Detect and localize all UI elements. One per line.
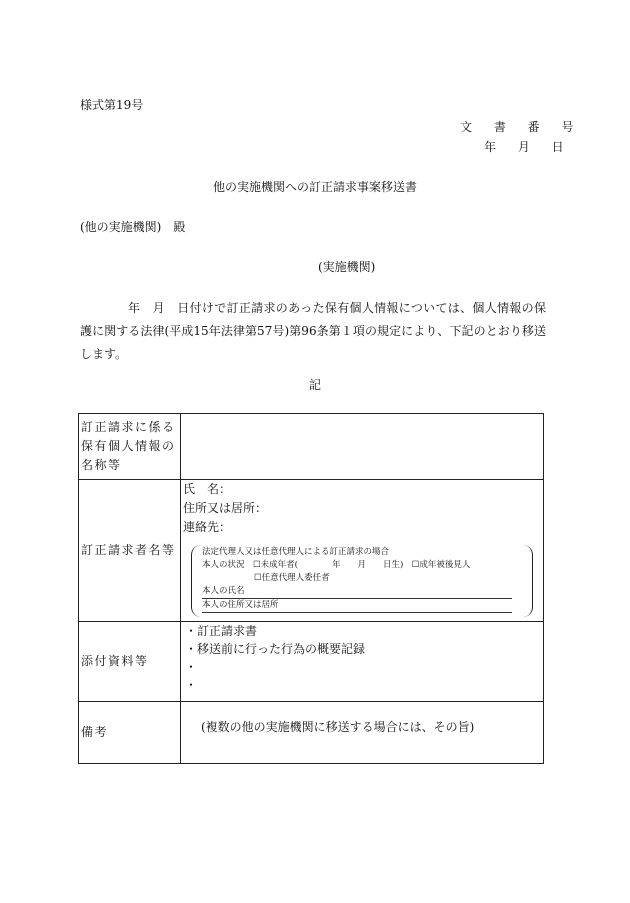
principal-address-line: 本人の住所又は居所 xyxy=(202,599,512,613)
attachment-item: ・ xyxy=(185,678,198,692)
document-date: 年 月 日 xyxy=(484,140,573,154)
legal-representative-box xyxy=(191,545,533,617)
recipient: (他の実施機関) 殿 xyxy=(80,220,186,234)
legal-rep-title: 法定代理人又は任意代理人による訂正請求の場合 xyxy=(202,547,390,557)
principal-status-line: 本人の状況 ☐未成年者( 年 月 日生) ☐成年被後見人 xyxy=(202,560,471,570)
form-number: 様式第19号 xyxy=(80,98,144,112)
attachment-item: ・移送前に行った行為の概要記録 xyxy=(185,642,366,656)
sender: (実施機関) xyxy=(318,260,376,274)
info-name-cell xyxy=(181,414,544,480)
name-label: 氏 名： xyxy=(183,482,232,496)
requester-header xyxy=(79,480,181,622)
requester-cell xyxy=(181,480,544,622)
info-name-header xyxy=(79,414,181,480)
info-name-header-text: 訂正請求に係る保有個人情報の名称等 xyxy=(81,420,176,472)
attachments-header-text: 添付資料等 xyxy=(81,654,149,668)
transfer-details-table xyxy=(78,413,544,764)
table-row xyxy=(79,622,544,702)
remarks-text: (複数の他の実施機関に移送する場合には、その旨) xyxy=(201,720,475,734)
document-number: 文 書 番 号 xyxy=(460,120,583,134)
requester-header-text: 訂正請求者名等 xyxy=(81,543,176,557)
address-label: 住所又は居所： xyxy=(183,501,268,515)
attachments-header xyxy=(79,622,181,702)
table-row xyxy=(79,414,544,480)
remarks-header xyxy=(79,702,181,764)
attachments-cell xyxy=(181,622,544,702)
remarks-cell xyxy=(181,702,544,764)
attachment-item: ・訂正請求書 xyxy=(185,624,258,638)
document-title: 他の実施機関への訂正請求事案移送書 xyxy=(212,180,417,194)
table-row xyxy=(79,702,544,764)
table-row xyxy=(79,480,544,622)
principal-name-line: 本人の氏名 xyxy=(202,585,512,599)
remarks-header-text: 備考 xyxy=(81,725,109,739)
record-mark: 記 xyxy=(308,378,321,392)
agent-checkbox-line: ☐任意代理人委任者 xyxy=(254,573,330,583)
contact-label: 連絡先： xyxy=(183,520,232,534)
attachment-item: ・ xyxy=(185,660,198,674)
body-text: 年 月 日付けで訂正請求のあった保有個人情報については、個人情報の保護に関する法律(平成15年法律第57号)第96条第１項の規定により、下記のとおり移送します。 xyxy=(80,301,546,361)
